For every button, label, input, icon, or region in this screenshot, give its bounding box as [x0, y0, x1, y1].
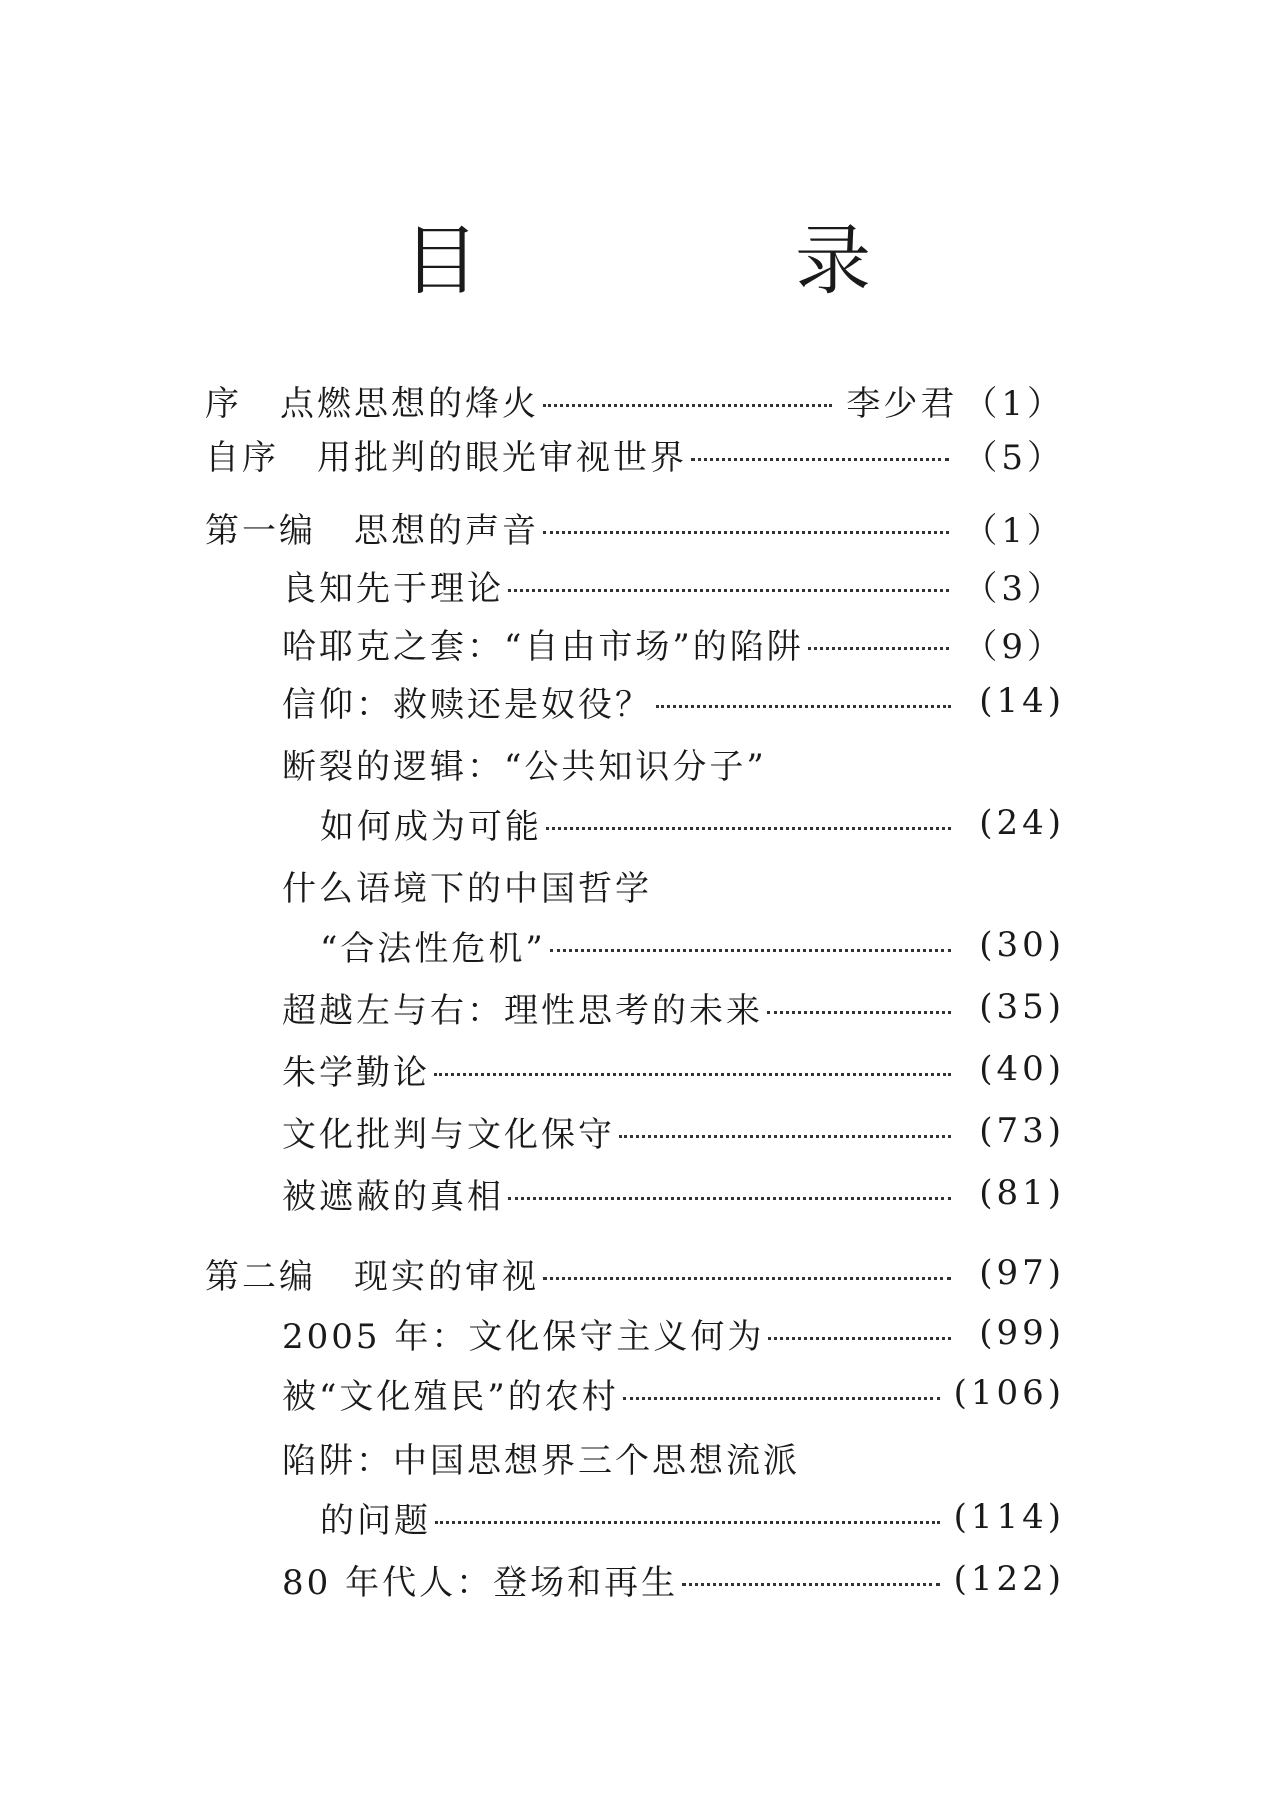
dot-leader [768, 1337, 951, 1340]
page-number: （1） [963, 510, 1065, 551]
dot-leader [508, 1197, 951, 1200]
toc-entry[interactable] [282, 1556, 1065, 1602]
dot-leader [682, 1583, 939, 1586]
page-number: (99) [979, 1313, 1065, 1353]
entry-title: 思想的声音 [354, 510, 539, 551]
toc-entry[interactable] [282, 862, 1065, 908]
page-number: (14) [979, 681, 1065, 721]
entry-title: 的问题 [320, 1500, 431, 1541]
toc-entry[interactable] [282, 620, 1065, 666]
entry-title: 良知先于理论 [282, 568, 504, 609]
toc-entry-continued[interactable] [320, 1494, 1065, 1540]
page-number: (35) [979, 987, 1065, 1027]
dot-leader [550, 949, 951, 952]
entry-title: 超越左与右：理性思考的未来 [282, 990, 763, 1031]
page-title: 目 录 [403, 216, 991, 305]
toc-entry[interactable] [282, 1370, 1065, 1416]
page-number: (106) [953, 1373, 1065, 1413]
entry-title: “合法性危机” [320, 928, 546, 969]
dot-leader [767, 1011, 951, 1014]
dot-leader [619, 1135, 951, 1138]
entry-title: 哈耶克之套：“自由市场”的陷阱 [282, 626, 804, 667]
entry-title: 2005 年：文化保守主义何为 [282, 1316, 765, 1357]
entry-title: 朱学勤论 [282, 1052, 430, 1093]
dot-leader [543, 531, 949, 534]
toc-entry[interactable] [282, 1046, 1065, 1092]
dot-leader [435, 1521, 940, 1524]
page-number: (30) [979, 925, 1065, 965]
entry-title: 断裂的逻辑：“公共知识分子” [282, 746, 767, 787]
entry-title: 现实的审视 [354, 1256, 539, 1297]
entry-label: 序 [205, 383, 242, 424]
entry-title: 如何成为可能 [320, 806, 542, 847]
dot-leader [546, 827, 951, 830]
page-number: (24) [979, 803, 1065, 843]
page-number: (40) [979, 1049, 1065, 1089]
entry-title: 陷阱：中国思想界三个思想流派 [282, 1440, 800, 1481]
entry-title: 80 年代人：登场和再生 [282, 1562, 679, 1603]
toc-entry[interactable] [282, 678, 1065, 724]
page-number: （5） [963, 437, 1065, 478]
toc-entry[interactable] [282, 1170, 1065, 1216]
toc-entry[interactable] [282, 1310, 1065, 1356]
entry-label: 第二编 [205, 1256, 316, 1297]
toc-entry[interactable] [282, 1108, 1065, 1154]
page-number: (81) [979, 1173, 1065, 1213]
entry-label: 自序 [205, 437, 279, 478]
dot-leader [508, 589, 949, 592]
toc-entry[interactable] [205, 504, 1065, 550]
dot-leader [623, 1397, 940, 1400]
entry-label: 第一编 [205, 510, 316, 551]
page-number: （1） [963, 383, 1065, 424]
entry-author: 李少君 [846, 383, 958, 424]
dot-leader [691, 458, 949, 461]
dot-leader [543, 404, 832, 407]
toc-entry-continued[interactable] [320, 922, 1065, 968]
dot-leader [434, 1073, 951, 1076]
toc-entry[interactable] [205, 377, 1065, 423]
toc-entry[interactable] [282, 1434, 1065, 1480]
page-number: （3） [963, 568, 1065, 609]
page-number: (114) [953, 1497, 1065, 1537]
entry-title: 什么语境下的中国哲学 [282, 868, 652, 909]
entry-title: 用批判的眼光审视世界 [317, 437, 687, 478]
entry-title: 信仰：救赎还是奴役？ [282, 684, 652, 725]
toc-entry[interactable] [282, 562, 1065, 608]
toc-entry-continued[interactable] [320, 800, 1065, 846]
toc-entry[interactable] [205, 431, 1065, 477]
page-number: (97) [979, 1253, 1065, 1293]
toc-entry[interactable] [205, 1250, 1065, 1296]
dot-leader [808, 647, 950, 650]
dot-leader [656, 705, 951, 708]
dot-leader [543, 1277, 951, 1280]
entry-title: 点燃思想的烽火 [280, 383, 539, 424]
entry-title: 被遮蔽的真相 [282, 1176, 504, 1217]
page-number: （9） [963, 626, 1065, 667]
toc-entry[interactable] [282, 740, 1065, 786]
page-number: (122) [953, 1559, 1065, 1599]
page-number: (73) [979, 1111, 1065, 1151]
toc-entry[interactable] [282, 984, 1065, 1030]
entry-title: 被“文化殖民”的农村 [282, 1376, 619, 1417]
entry-title: 文化批判与文化保守 [282, 1114, 615, 1155]
